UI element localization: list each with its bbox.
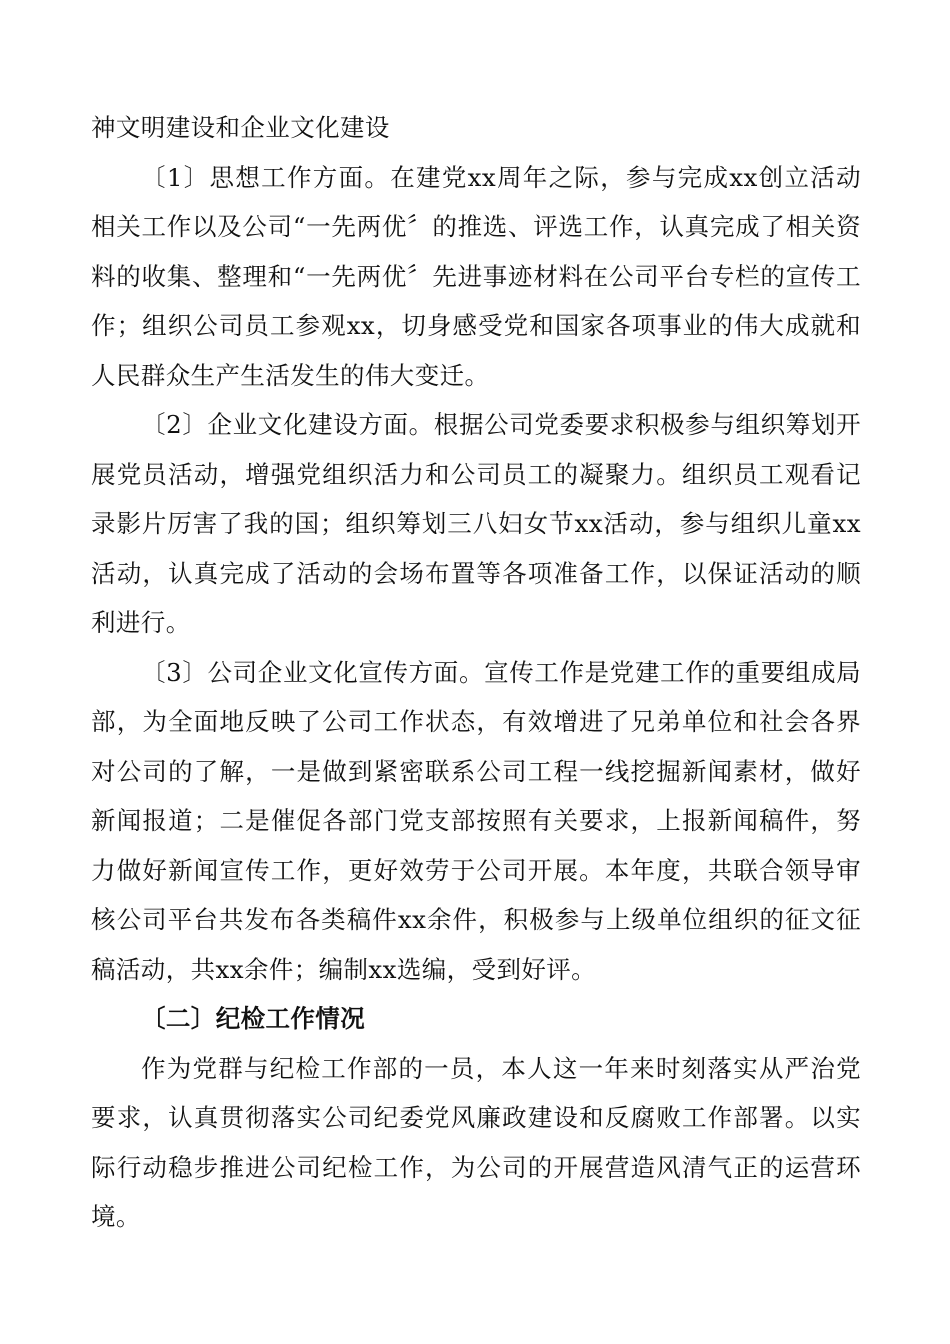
paragraph-corporate-culture: 〔2〕企业文化建设方面。根据公司党委要求积极参与组织筹划开展党员活动，增强党组织活力和公司员工的凝聚力。组织员工观看记录影片厉害了我的国；组织筹划三八妇女节xx活动，参与组织儿童xx活动，认真完成了活动的会场布置等各项准备工作，以保证活动的顺利进行。 (91, 410, 861, 637)
document-page (91, 103, 861, 1242)
paragraph-publicity-work: 〔3〕公司企业文化宣传方面。宣传工作是党建工作的重要组成局部，为全面地反映了公司工作状态，有效增进了兄弟单位和社会各界对公司的了解，一是做到紧密联系公司工程一线挖掘新闻素材，做好新闻报道；二是催促各部门党支部按照有关要求，上报新闻稿件，努力做好新闻宣传工作，更好效劳于公司开展。本年度，共联合领导审核公司平台共发布各类稿件xx余件，积极参与上级单位组织的征文征稿活动，共xx余件；编制xx选编，受到好评。 (91, 657, 861, 984)
paragraph-ideological-work: 〔1〕思想工作方面。在建党xx周年之际，参与完成xx创立活动相关工作以及公司“一先两优〞的推选、评选工作，认真完成了相关资料的收集、整理和“一先两优〞先进事迹材料在公司平台专栏的宣传工作；组织公司员工参观xx，切身感受党和国家各项事业的伟大成就和人民群众生产生活发生的伟大变迁。 (91, 162, 861, 390)
paragraph-continuation: 神文明建设和企业文化建设 (91, 113, 390, 142)
section-heading-discipline: 〔二〕纪检工作情况 (141, 1004, 366, 1033)
paragraph-discipline-work: 作为党群与纪检工作部的一员，本人这一年来时刻落实从严治党要求，认真贯彻落实公司纪委党风廉政建设和反腐败工作部署。以实际行动稳步推进公司纪检工作，为公司的开展营造风清气正的运营环境。 (91, 1053, 861, 1231)
